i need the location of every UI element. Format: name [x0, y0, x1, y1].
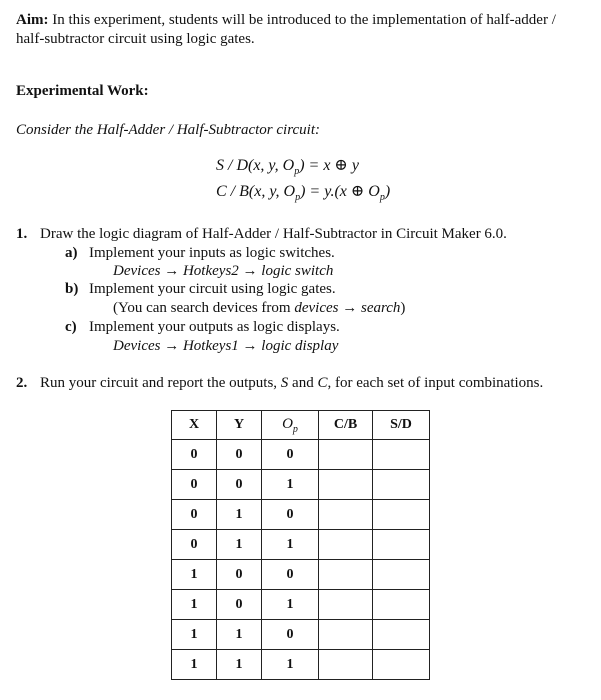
step1a-path: Devices → Hotkeys2 → logic switch — [113, 263, 334, 279]
cell-sd[interactable] — [373, 620, 430, 650]
eq2-lhs: C / B(x, y, O — [216, 183, 296, 200]
step2-s: S — [280, 375, 289, 391]
header-x: X — [172, 411, 217, 440]
cell-op: 0 — [262, 500, 319, 530]
step1a-label: a) — [65, 245, 78, 261]
table-row — [172, 440, 430, 470]
aim-line1: In this experiment, students will be introduced to the implementation of half-adder / — [48, 12, 556, 28]
header-op-o: O — [282, 415, 293, 432]
step1b-hint-path: devices → search — [294, 300, 401, 316]
cell-cb[interactable] — [319, 500, 373, 530]
step1c-text: Implement your outputs as logic displays. — [89, 319, 340, 335]
cell-sd[interactable] — [373, 650, 430, 680]
cell-op: 1 — [262, 650, 319, 680]
table-header-row — [172, 411, 430, 440]
eq2-sub: p — [295, 192, 301, 204]
cell-cb[interactable] — [319, 530, 373, 560]
cell-cb[interactable] — [319, 620, 373, 650]
cell-x: 0 — [172, 530, 217, 560]
table-row — [172, 530, 430, 560]
header-y: Y — [217, 411, 262, 440]
table-row — [172, 650, 430, 680]
eq1-lhs: S / D(x, y, O — [216, 157, 295, 174]
cell-x: 1 — [172, 560, 217, 590]
cell-x: 1 — [172, 620, 217, 650]
cell-op: 1 — [262, 530, 319, 560]
cell-x: 0 — [172, 470, 217, 500]
table-row — [172, 560, 430, 590]
cell-op: 0 — [262, 620, 319, 650]
cell-op: 0 — [262, 440, 319, 470]
cell-sd[interactable] — [373, 440, 430, 470]
header-cb: C/B — [319, 411, 373, 440]
cell-cb[interactable] — [319, 650, 373, 680]
aim-paragraph — [16, 11, 596, 30]
cell-op: 0 — [262, 560, 319, 590]
cell-y: 0 — [217, 470, 262, 500]
step1b-label: b) — [65, 281, 79, 297]
cell-sd[interactable] — [373, 560, 430, 590]
step2-number: 2. — [16, 375, 28, 391]
cell-cb[interactable] — [319, 470, 373, 500]
aim-label: Aim: — [16, 12, 49, 28]
step2-text — [40, 374, 543, 393]
header-op-sub: p — [292, 423, 298, 435]
cell-y: 1 — [217, 500, 262, 530]
consider-text: Consider the Half-Adder / Half-Subtractor circuit: — [16, 122, 320, 138]
step2-and: and — [288, 375, 318, 391]
cell-sd[interactable] — [373, 470, 430, 500]
cell-cb[interactable] — [319, 560, 373, 590]
cell-x: 0 — [172, 440, 217, 470]
step1-number: 1. — [16, 226, 28, 242]
step2-text-pre: Run your circuit and report the outputs, — [40, 375, 281, 391]
step1a-text: Implement your inputs as logic switches. — [89, 245, 335, 261]
cell-y: 0 — [217, 560, 262, 590]
header-sd: S/D — [373, 411, 430, 440]
step1b-hint-pre: (You can search devices from — [113, 300, 295, 316]
step1b-hint-post: ) — [400, 300, 406, 316]
step2-c: C — [317, 375, 328, 391]
cell-sd[interactable] — [373, 500, 430, 530]
cell-y: 0 — [217, 440, 262, 470]
step1-text: Draw the logic diagram of Half-Adder / Half-Subtractor in Circuit Maker 6.0. — [40, 226, 507, 242]
table-row — [172, 500, 430, 530]
cell-cb[interactable] — [319, 590, 373, 620]
cell-x: 1 — [172, 590, 217, 620]
truth-table — [171, 410, 430, 680]
header-op — [262, 411, 319, 440]
eq2-sub2: p — [379, 192, 385, 204]
step1c-path: Devices → Hotkeys1 → logic display — [113, 338, 339, 354]
equation-sum-difference — [216, 155, 359, 177]
cell-x: 1 — [172, 650, 217, 680]
eq2-end: ) — [384, 183, 391, 200]
cell-y: 0 — [217, 590, 262, 620]
cell-y: 1 — [217, 620, 262, 650]
table-row — [172, 590, 430, 620]
eq1-sub: p — [294, 166, 300, 178]
eq2-mid: ) = y.(x ⊕ O — [300, 183, 380, 200]
step1b-hint — [113, 299, 405, 318]
cell-x: 0 — [172, 500, 217, 530]
cell-y: 1 — [217, 650, 262, 680]
cell-sd[interactable] — [373, 530, 430, 560]
equation-carry-borrow — [216, 181, 390, 203]
step1c-label: c) — [65, 319, 77, 335]
table-row — [172, 470, 430, 500]
table-row — [172, 620, 430, 650]
step1b-text: Implement your circuit using logic gates. — [89, 281, 336, 297]
section-heading: Experimental Work: — [16, 83, 149, 99]
cell-cb[interactable] — [319, 440, 373, 470]
eq1-rhs: ) = x ⊕ y — [299, 157, 359, 174]
step2-text-post: , for each set of input combinations. — [327, 375, 544, 391]
aim-line2: half-subtractor circuit using logic gates. — [16, 31, 255, 47]
cell-sd[interactable] — [373, 590, 430, 620]
cell-op: 1 — [262, 470, 319, 500]
cell-y: 1 — [217, 530, 262, 560]
cell-op: 1 — [262, 590, 319, 620]
